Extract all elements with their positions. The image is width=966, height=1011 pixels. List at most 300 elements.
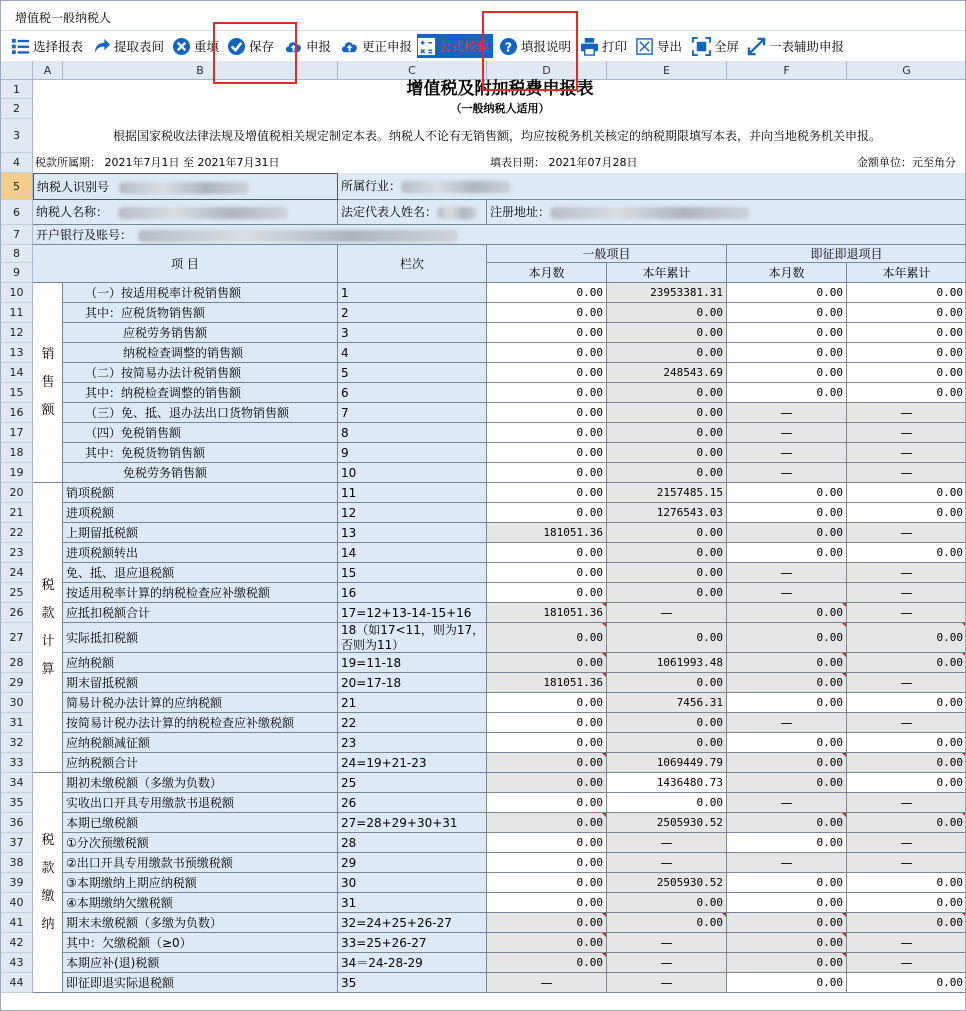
select-report-button[interactable] (11, 34, 83, 58)
row-line-number: 12 (338, 503, 487, 523)
amount-cell-f[interactable]: 0.00 (727, 733, 847, 753)
row-header[interactable]: 7 (1, 225, 33, 245)
toolbar-label: 提取表间 (114, 39, 165, 54)
amount-cell-e: 0.00 (607, 443, 727, 463)
row-item-label: 实收出口开具专用缴款书退税额 (63, 793, 338, 813)
row-header[interactable]: 31 (1, 713, 33, 733)
row-line-number: 23 (338, 733, 487, 753)
row-item-label: 应税劳务销售额 (63, 323, 338, 343)
toolbar-label: 选择报表 (33, 39, 84, 54)
row-line-number: 27=28+29+30+31 (338, 813, 487, 833)
amount-cell-g: — (847, 853, 966, 873)
amount-cell-g: 0.00 (847, 653, 966, 673)
amount-cell-f: 0.00 (727, 603, 847, 623)
amount-cell-f[interactable]: 0.00 (727, 973, 847, 993)
taxpayer-id-label: 纳税人识别号 (33, 173, 338, 200)
amount-cell-g: — (847, 523, 966, 543)
bank-account-label: 开户银行及账号： (33, 225, 966, 245)
row-header[interactable]: 34 (1, 773, 33, 793)
row-header[interactable]: 11 (1, 303, 33, 323)
row-header[interactable]: 1 (1, 80, 33, 99)
amount-cell-e: 2505930.52 (607, 813, 727, 833)
row-item-label: （二）按简易办法计税销售额 (63, 363, 338, 383)
printer-icon (580, 37, 599, 56)
amount-cell-f[interactable]: 0.00 (727, 383, 847, 403)
amount-cell-f: 0.00 (727, 523, 847, 543)
amount-cell-e: — (607, 603, 727, 623)
form-title: 增值税及附加税费申报表 (406, 79, 594, 99)
fullscreen-icon (692, 37, 711, 56)
amount-cell-g[interactable]: 0.00 (847, 323, 966, 343)
taxpayer-name-label: 纳税人名称： (33, 200, 338, 225)
amount-cell-f[interactable]: 0.00 (727, 693, 847, 713)
column-header-bar (1, 61, 966, 80)
row-header[interactable]: 35 (1, 793, 33, 813)
row-line-number: 25 (338, 773, 487, 793)
row-header[interactable]: 13 (1, 343, 33, 363)
row-item-label: 本期应补(退)税额 (63, 953, 338, 973)
row-header[interactable]: 38 (1, 853, 33, 873)
redacted-value (550, 207, 750, 219)
redacted-value (119, 182, 249, 194)
title-bar (1, 1, 966, 31)
amount-cell-e: 1061993.48 (607, 653, 727, 673)
amount-cell-f: 0.00 (727, 953, 847, 973)
amount-cell-f[interactable]: 0.00 (727, 833, 847, 853)
formula-icon (417, 37, 436, 56)
amount-cell-e: 0.00 (607, 913, 727, 933)
row-line-number: 20=17-18 (338, 673, 487, 693)
row-header[interactable]: 2 (1, 99, 33, 119)
row-line-number: 17=12+13-14-15+16 (338, 603, 487, 623)
refund-items-header: 即征即退项目 (727, 245, 966, 263)
toolbar-label: 保存 (249, 39, 275, 54)
group-label-text: 税 款 缴 纳 (41, 833, 55, 932)
toolbar-label: 一表辅助申报 (769, 39, 845, 54)
row-line-number: 24=19+21-23 (338, 753, 487, 773)
industry-label: 所属行业： (338, 173, 966, 200)
amount-cell-f: — (727, 583, 847, 603)
amount-cell-g[interactable]: 0.00 (847, 363, 966, 383)
amount-cell-e: 0.00 (607, 563, 727, 583)
group-label-text: 税 款 计 算 (41, 578, 55, 677)
amount-cell-d[interactable]: 0.00 (487, 833, 607, 853)
amount-cell-e: 0.00 (607, 893, 727, 913)
row-header[interactable]: 9 (1, 263, 33, 283)
toolbar-label: 更正申报 (362, 39, 413, 54)
amount-cell-d: 0.00 (487, 933, 607, 953)
amount-cell-f: — (727, 713, 847, 733)
select-all-corner[interactable] (1, 61, 33, 80)
row-item-label: 其中：应税货物销售额 (63, 303, 338, 323)
row-header[interactable]: 43 (1, 953, 33, 973)
amount-cell-f[interactable]: 0.00 (727, 303, 847, 323)
amount-cell-d[interactable]: 0.00 (487, 383, 607, 403)
amount-cell-g: — (847, 603, 966, 623)
row-item-label: 进项税额转出 (63, 543, 338, 563)
row-line-number: 13 (338, 523, 487, 543)
row-item-label: （四）免税销售额 (63, 423, 338, 443)
amount-cell-f[interactable]: 0.00 (727, 543, 847, 563)
row-item-label: 免税劳务销售额 (63, 463, 338, 483)
general-year-header: 本年累计 (607, 263, 727, 283)
row-line-number: 11 (338, 483, 487, 503)
amount-cell-e: 23953381.31 (607, 283, 727, 303)
row-line-number: 32=24+25+26-27 (338, 913, 487, 933)
amount-cell-g: — (847, 423, 966, 443)
row-item-label: 简易计税办法计算的应纳税额 (63, 693, 338, 713)
amount-cell-f: 0.00 (727, 753, 847, 773)
formula-check-button[interactable] (417, 34, 493, 58)
row-header[interactable]: 14 (1, 363, 33, 383)
row-header[interactable]: 5 (1, 173, 33, 200)
amount-cell-e: 1069449.79 (607, 753, 727, 773)
row-header[interactable]: 22 (1, 523, 33, 543)
row-item-label: 上期留抵税额 (63, 523, 338, 543)
refund-year-header: 本年累计 (847, 263, 966, 283)
row-header[interactable]: 17 (1, 423, 33, 443)
tax-period: 税款所属期： 2021年7月1日 至 2021年7月31日 (35, 156, 280, 169)
form-subtitle: （一般纳税人适用） (450, 102, 550, 115)
row-line-number: 3 (338, 323, 487, 343)
row-header[interactable]: 42 (1, 933, 33, 953)
export-button[interactable] (635, 34, 682, 58)
declare-button[interactable] (284, 34, 331, 58)
row-line-number: 9 (338, 443, 487, 463)
row-header[interactable]: 3 (1, 119, 33, 153)
amount-cell-f[interactable]: 0.00 (727, 483, 847, 503)
amount-cell-f: — (727, 853, 847, 873)
amount-cell-e: 0.00 (607, 583, 727, 603)
row-header[interactable]: 26 (1, 603, 33, 623)
row-header[interactable]: 6 (1, 200, 33, 225)
row-line-number: 16 (338, 583, 487, 603)
amount-cell-d[interactable]: 0.00 (487, 853, 607, 873)
amount-cell-e: 0.00 (607, 303, 727, 323)
amount-cell-d[interactable]: 0.00 (487, 483, 607, 503)
amount-cell-d[interactable]: 0.00 (487, 793, 607, 813)
row-header[interactable]: 44 (1, 973, 33, 993)
row-header[interactable]: 33 (1, 753, 33, 773)
refill-button[interactable] (172, 34, 219, 58)
row-item-label: ②出口开具专用缴款书预缴税额 (63, 853, 338, 873)
amount-cell-g: — (847, 793, 966, 813)
tax-calc-group-label (33, 483, 63, 773)
row-line-number: 6 (338, 383, 487, 403)
amount-cell-e[interactable]: 0.00 (607, 793, 727, 813)
amount-cell-g: — (847, 463, 966, 483)
row-line-number: 18（如17<11，则为17，否则为11） (338, 623, 487, 653)
amount-cell-f[interactable]: 0.00 (727, 323, 847, 343)
amount-cell-d[interactable]: 0.00 (487, 693, 607, 713)
row-header[interactable]: 15 (1, 383, 33, 403)
column-header-b[interactable]: B (63, 61, 338, 80)
amount-cell-f: 0.00 (727, 913, 847, 933)
row-item-label: 按适用税率计算的纳税检查应补缴税额 (63, 583, 338, 603)
amount-cell-e: — (607, 833, 727, 853)
fill-instructions-button[interactable] (499, 34, 571, 58)
amount-cell-g: — (847, 403, 966, 423)
toolbar-label: 导出 (657, 39, 683, 54)
row-header[interactable]: 16 (1, 403, 33, 423)
amount-cell-f: — (727, 793, 847, 813)
row-line-number: 26 (338, 793, 487, 813)
extract-between-button[interactable] (92, 34, 164, 58)
row-item-label: 应抵扣税额合计 (63, 603, 338, 623)
amount-cell-e: 0.00 (607, 403, 727, 423)
row-header[interactable]: 41 (1, 913, 33, 933)
redacted-value (437, 207, 477, 219)
row-item-label: 纳税检查调整的销售额 (63, 343, 338, 363)
row-item-label: 期初未缴税额（多缴为负数） (63, 773, 338, 793)
amount-cell-e[interactable]: 1436480.73 (607, 773, 727, 793)
toolbar-label: 公式校验 (439, 39, 490, 54)
row-item-label: ①分次预缴税额 (63, 833, 338, 853)
amount-cell-d: 0.00 (487, 623, 607, 653)
amount-cell-d: 181051.36 (487, 523, 607, 543)
amount-cell-d[interactable]: 0.00 (487, 463, 607, 483)
row-line-number: 15 (338, 563, 487, 583)
refund-month-header: 本月数 (727, 263, 847, 283)
row-item-label: 销项税额 (63, 483, 338, 503)
amount-cell-g[interactable]: 0.00 (847, 503, 966, 523)
cloud-upload-icon (340, 37, 359, 56)
row-header[interactable]: 8 (1, 245, 33, 263)
toolbar-label: 全屏 (714, 39, 740, 54)
amount-cell-d: 181051.36 (487, 673, 607, 693)
amount-cell-f[interactable]: 0.00 (727, 503, 847, 523)
amount-cell-g: 0.00 (847, 623, 966, 653)
amount-cell-d: 0.00 (487, 913, 607, 933)
row-header[interactable]: 21 (1, 503, 33, 523)
amount-cell-d[interactable]: 0.00 (487, 733, 607, 753)
amount-cell-d[interactable]: 0.00 (487, 583, 607, 603)
amount-cell-e: 0.00 (607, 543, 727, 563)
row-header[interactable]: 4 (1, 153, 33, 173)
amount-cell-f: 0.00 (727, 933, 847, 953)
row-item-label: 免、抵、退应退税额 (63, 563, 338, 583)
row-item-label: 期末留抵税额 (63, 673, 338, 693)
amount-cell-d[interactable]: 0.00 (487, 503, 607, 523)
amount-cell-e: 0.00 (607, 623, 727, 653)
tax-payment-group-label (33, 773, 63, 993)
amount-cell-g: 0.00 (847, 913, 966, 933)
fullscreen-button[interactable] (692, 34, 739, 58)
amount-cell-d[interactable]: 0.00 (487, 543, 607, 563)
row-header[interactable]: 10 (1, 283, 33, 303)
amount-cell-e: — (607, 933, 727, 953)
row-item-label: 期末未缴税额（多缴为负数） (63, 913, 338, 933)
toolbar-label: 打印 (602, 39, 628, 54)
amount-cell-d[interactable]: 0.00 (487, 303, 607, 323)
amount-cell-d[interactable]: 0.00 (487, 363, 607, 383)
amount-cell-d: 181051.36 (487, 603, 607, 623)
row-item-label: 其中：欠缴税额（≥0） (63, 933, 338, 953)
row-line-number: 1 (338, 283, 487, 303)
amount-cell-f: — (727, 423, 847, 443)
row-header[interactable]: 28 (1, 653, 33, 673)
svg-text:?: ? (504, 39, 513, 54)
amount-cell-f[interactable]: 0.00 (727, 283, 847, 303)
amount-cell-g[interactable]: 0.00 (847, 483, 966, 503)
amount-cell-d[interactable]: 0.00 (487, 343, 607, 363)
toolbar (1, 31, 966, 61)
row-item-label: 其中：纳税检查调整的销售额 (63, 383, 338, 403)
redo-arrow-icon (92, 37, 111, 56)
row-header[interactable]: 24 (1, 563, 33, 583)
amount-cell-g: — (847, 833, 966, 853)
row-header[interactable]: 37 (1, 833, 33, 853)
clear-circle-icon (172, 37, 191, 56)
row-header[interactable]: 36 (1, 813, 33, 833)
row-header[interactable]: 29 (1, 673, 33, 693)
amount-cell-e: 0.00 (607, 423, 727, 443)
item-header: 项 目 (33, 245, 338, 283)
row-line-number: 2 (338, 303, 487, 323)
amount-cell-g[interactable]: 0.00 (847, 303, 966, 323)
toolbar-label: 填报说明 (521, 39, 572, 54)
amount-cell-d[interactable]: 0.00 (487, 283, 607, 303)
column-header-c[interactable]: C (338, 61, 487, 80)
amount-cell-e: 248543.69 (607, 363, 727, 383)
amount-cell-g[interactable]: 0.00 (847, 873, 966, 893)
row-header[interactable]: 32 (1, 733, 33, 753)
save-button[interactable] (227, 34, 274, 58)
amount-cell-e: 0.00 (607, 673, 727, 693)
row-header[interactable]: 18 (1, 443, 33, 463)
amount-cell-f[interactable]: 0.00 (727, 363, 847, 383)
amount-cell-g[interactable]: 0.00 (847, 773, 966, 793)
row-header[interactable]: 20 (1, 483, 33, 503)
list-icon (11, 37, 30, 56)
fill-date: 填表日期： 2021年07月28日 (490, 156, 638, 169)
legal-representative-label: 法定代表人姓名： (338, 200, 487, 225)
window-title: 增值税一般纳税人 (15, 11, 112, 25)
amount-cell-d: 0.00 (487, 653, 607, 673)
amount-cell-e: 0.00 (607, 463, 727, 483)
row-item-label: （一）按适用税率计税销售额 (63, 283, 338, 303)
amount-cell-d: 0.00 (487, 953, 607, 973)
amount-cell-g[interactable]: 0.00 (847, 543, 966, 563)
amount-cell-g[interactable]: 0.00 (847, 973, 966, 993)
column-header-f[interactable]: F (727, 61, 847, 80)
column-header-d[interactable]: D (487, 61, 607, 80)
amount-cell-d[interactable]: 0.00 (487, 563, 607, 583)
row-header[interactable]: 23 (1, 543, 33, 563)
amount-unit: 金额单位：元至角分 (857, 156, 956, 169)
one-table-assist-button[interactable] (747, 34, 844, 58)
row-item-label: （三）免、抵、退办法出口货物销售额 (63, 403, 338, 423)
amount-cell-f: — (727, 403, 847, 423)
amount-cell-g[interactable]: 0.00 (847, 893, 966, 913)
amount-cell-f[interactable]: 0.00 (727, 873, 847, 893)
row-line-number: 28 (338, 833, 487, 853)
row-item-label: 应纳税额合计 (63, 753, 338, 773)
amount-cell-g: — (847, 933, 966, 953)
amount-cell-g: — (847, 673, 966, 693)
print-button[interactable] (580, 34, 627, 58)
general-items-header: 一般项目 (487, 245, 727, 263)
amount-cell-g[interactable]: 0.00 (847, 733, 966, 753)
amount-cell-e: — (607, 853, 727, 873)
help-icon (499, 37, 518, 56)
row-line-number: 7 (338, 403, 487, 423)
amount-cell-e: 0.00 (607, 343, 727, 363)
redacted-value (138, 230, 458, 242)
amount-cell-g[interactable]: 0.00 (847, 283, 966, 303)
row-header[interactable]: 12 (1, 323, 33, 343)
amount-cell-d[interactable]: 0.00 (487, 423, 607, 443)
row-line-number: 29 (338, 853, 487, 873)
row-item-label: 其中：免税货物销售额 (63, 443, 338, 463)
amount-cell-g[interactable]: 0.00 (847, 383, 966, 403)
amount-cell-e: 0.00 (607, 323, 727, 343)
row-line-number: 19=11-18 (338, 653, 487, 673)
row-line-number: 22 (338, 713, 487, 733)
amount-cell-e: 7456.31 (607, 693, 727, 713)
group-label-text: 销 售 额 (41, 347, 55, 418)
amount-cell-d: — (487, 973, 607, 993)
amount-cell-d[interactable]: 0.00 (487, 443, 607, 463)
spreadsheet (1, 61, 966, 1011)
column-header-g[interactable]: G (847, 61, 966, 80)
row-line-number: 33=25+26-27 (338, 933, 487, 953)
row-item-label: 实际抵扣税额 (63, 623, 338, 653)
amount-cell-d[interactable]: 0.00 (487, 873, 607, 893)
line-header: 栏次 (338, 245, 487, 283)
row-item-label: 应纳税额 (63, 653, 338, 673)
redacted-value (118, 207, 288, 219)
row-header[interactable]: 27 (1, 623, 33, 653)
row-line-number: 5 (338, 363, 487, 383)
amount-cell-g: — (847, 713, 966, 733)
row-header[interactable]: 19 (1, 463, 33, 483)
amount-cell-d[interactable]: 0.00 (487, 403, 607, 423)
amount-cell-d[interactable]: 0.00 (487, 323, 607, 343)
amount-cell-g[interactable]: 0.00 (847, 343, 966, 363)
check-circle-icon (227, 37, 246, 56)
amount-cell-e: — (607, 973, 727, 993)
row-header[interactable]: 25 (1, 583, 33, 603)
amount-cell-e: — (607, 953, 727, 973)
row-line-number: 4 (338, 343, 487, 363)
row-header[interactable]: 30 (1, 693, 33, 713)
amount-cell-g: — (847, 583, 966, 603)
amount-cell-d[interactable]: 0.00 (487, 893, 607, 913)
toolbar-label: 申报 (306, 39, 332, 54)
amount-cell-f: — (727, 443, 847, 463)
row-item-label: 本期已缴税额 (63, 813, 338, 833)
amount-cell-e: 0.00 (607, 523, 727, 543)
column-header-a[interactable]: A (33, 61, 63, 80)
amount-cell-d: 0.00 (487, 813, 607, 833)
row-line-number: 35 (338, 973, 487, 993)
row-header[interactable]: 39 (1, 873, 33, 893)
amount-cell-f[interactable]: 0.00 (727, 893, 847, 913)
correct-declare-button[interactable] (340, 34, 412, 58)
row-item-label: 应纳税额减征额 (63, 733, 338, 753)
amount-cell-d: 0.00 (487, 753, 607, 773)
row-item-label: 进项税额 (63, 503, 338, 523)
amount-cell-g[interactable]: 0.00 (847, 693, 966, 713)
column-header-e[interactable]: E (607, 61, 727, 80)
amount-cell-f[interactable]: 0.00 (727, 343, 847, 363)
row-header[interactable]: 40 (1, 893, 33, 913)
amount-cell-f: — (727, 463, 847, 483)
amount-cell-d[interactable]: 0.00 (487, 713, 607, 733)
sales-group-label (33, 283, 63, 483)
row-line-number: 21 (338, 693, 487, 713)
